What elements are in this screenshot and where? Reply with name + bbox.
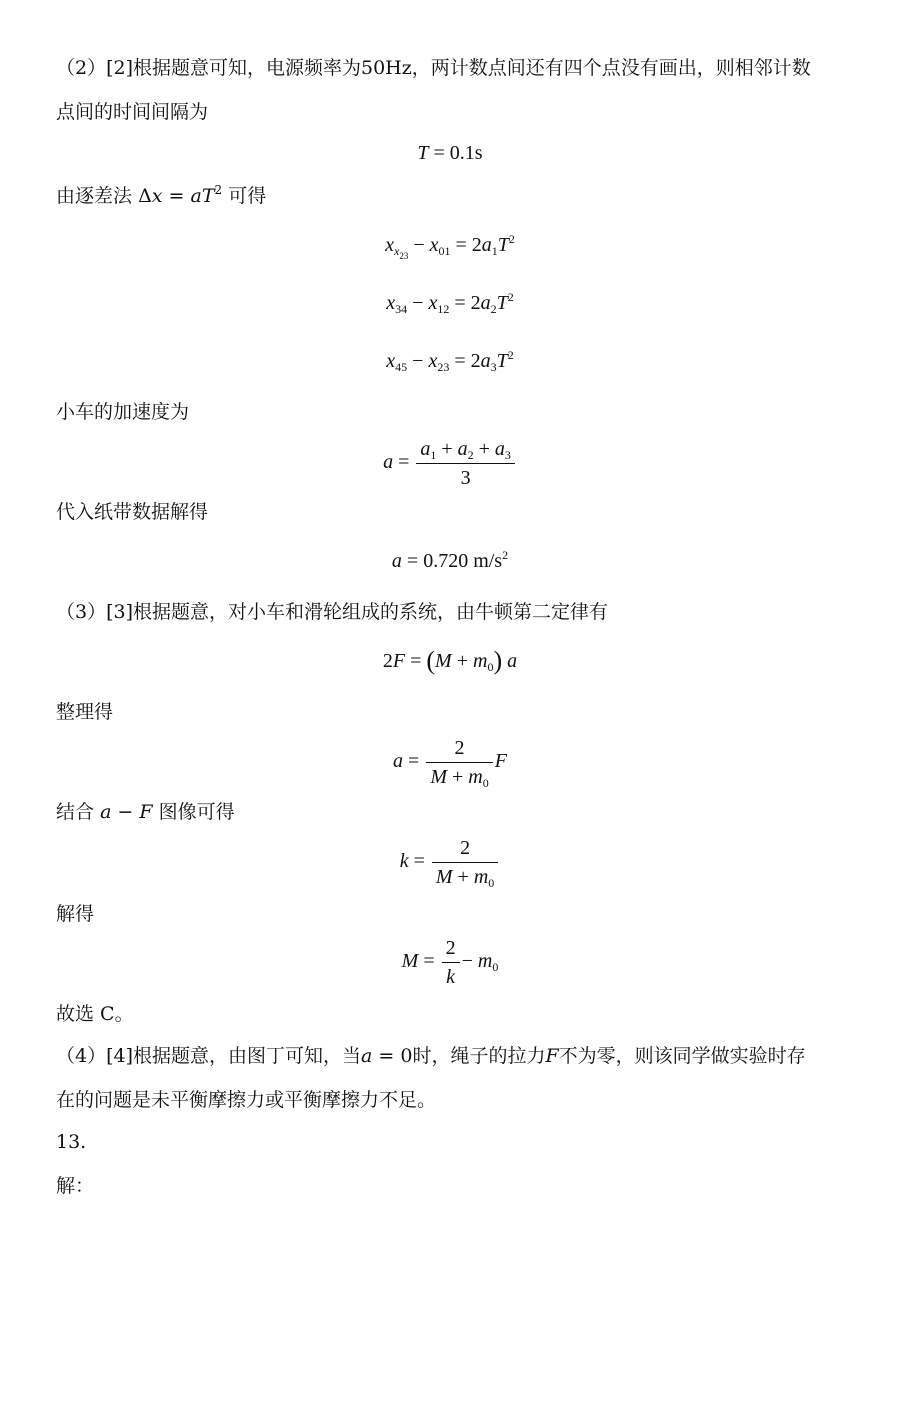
solve-line: 解得	[56, 903, 95, 925]
method-post: 可得	[228, 185, 267, 207]
fraction-k: $\frac{2}{M + m_0}$	[432, 836, 498, 889]
equation-diff-1: $x_{x_{23}} - x_{01} = 2a_1T^2$	[385, 232, 515, 261]
combine-line	[56, 800, 235, 824]
paragraph-2-line-1: （2）[2]根据题意可知，电源频率为50Hz，两计数点间还有四个点没有画出，则相邻计数	[56, 57, 811, 79]
combine-pre: 结合	[56, 801, 95, 823]
fraction-M: $\frac{2}{k}$	[442, 936, 460, 989]
equation-diff-2: $x_{34} - x_{12} = 2a_2T^2$	[386, 290, 514, 316]
paragraph-2-line-2: 点间的时间间隔为	[56, 101, 209, 123]
accel-value: 0.720	[423, 550, 469, 572]
equation-k: k = $\frac{2}{M + m_0}$	[0, 836, 900, 889]
method-formula: $\Delta x = aT^2$	[138, 183, 223, 207]
T-value: 0.1s	[449, 142, 483, 164]
equation-M: M = $\frac{2}{k}$ − $m_0$	[401, 937, 499, 988]
equation-newton: $2F = (M + m_0)$ a	[382, 646, 518, 675]
substitute-line: 代入纸带数据解得	[56, 501, 209, 523]
fraction-a-of-F: $\frac{2}{M + m_0}$	[426, 736, 492, 789]
equation-accel-result: a = 0.720 $m/s^2$	[391, 548, 509, 572]
combine-post: 图像可得	[158, 801, 235, 823]
combine-formula: a − F	[100, 801, 153, 823]
paragraph-3: （3）[3]根据题意，对小车和滑轮组成的系统，由牛顿第二定律有	[56, 601, 609, 623]
accel-intro: 小车的加速度为	[56, 401, 190, 423]
fraction-average: $\frac{a_1 + a_2 + a_3}{3}$	[416, 437, 515, 490]
paragraph-4-line-1: （4）[4]根据题意，由图丁可知，当a = 0时，绳子的拉力F不为零，则该同学做实验时存	[56, 1045, 806, 1067]
answer-label: 解：	[56, 1175, 95, 1197]
rearrange-line: 整理得	[56, 701, 114, 723]
method-pre: 由逐差法	[56, 185, 133, 207]
equation-T: T = 0.1s	[417, 142, 483, 164]
equation-diff-3: $x_{45} - x_{23} = 2a_3T^2$	[386, 348, 514, 374]
question-number: 13.	[56, 1131, 87, 1153]
equation-a-of-F: a = $\frac{2}{M + m_0}$ F	[393, 737, 507, 790]
choose-line: 故选 C。	[56, 1003, 134, 1025]
method-line	[56, 184, 266, 208]
accel-unit: m/s	[473, 550, 503, 572]
paragraph-4-line-2: 在的问题是未平衡摩擦力或平衡摩擦力不足。	[56, 1089, 437, 1111]
equation-accel-average: a = $\frac{a_1 + a_2 + a_3}{3}$	[0, 437, 900, 490]
